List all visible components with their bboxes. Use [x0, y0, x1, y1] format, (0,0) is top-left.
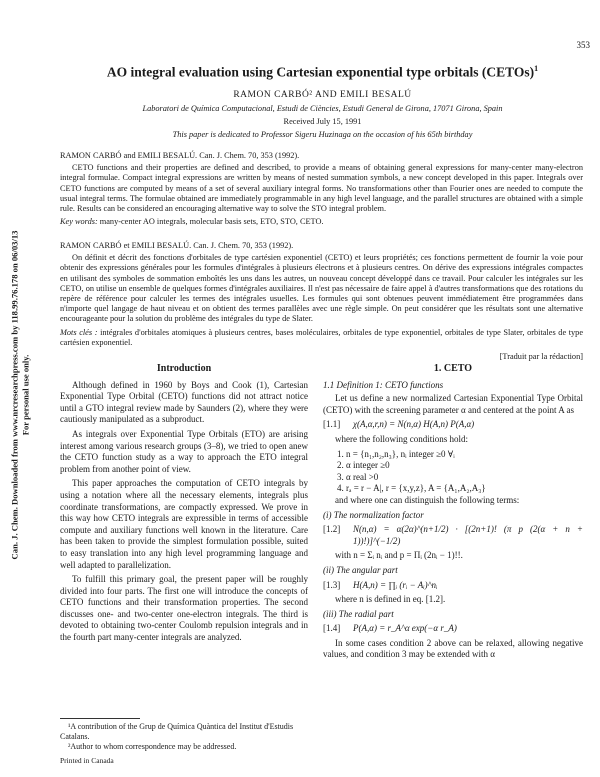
dedication: This paper is dedicated to Professor Sigeru Huzinaga on the occasion of his 65th birthday	[172, 129, 473, 139]
article-header	[50, 64, 595, 139]
condition: 3. α real >0	[337, 471, 379, 482]
affiliation: Laboratori de Química Computacional, Estudi de Ciències, Estudi General de Girona, 17071 Girona, Spain	[142, 103, 503, 113]
mots-cles-label: Mots clés :	[60, 327, 98, 337]
equation-number: [1.2]	[323, 524, 341, 535]
body-paragraph: with n = Σᵢ nᵢ and p = Πᵢ (2nᵢ − 1)!!.	[335, 550, 463, 561]
keywords-terms: many-center AO integrals, molecular basis sets, ETO, STO, CETO.	[99, 217, 324, 227]
mots-cles	[60, 328, 583, 348]
definition-heading: 1.1 Definition 1: CETO functions	[323, 379, 444, 390]
right-column	[323, 363, 583, 664]
body-paragraph: Let us define a new normalized Cartesian Exponential Type Orbital (CETO) with the screening parameter α and centered at the point A as	[323, 393, 583, 415]
subsection-label: (ii) The angular part	[323, 564, 398, 575]
abstract-english	[60, 151, 583, 227]
keywords	[60, 217, 583, 227]
intro-paragraph: This paper approaches the computation of CETO integrals by using a notation where all the necessary elements, integrals plus coordinate transformations, are compactly expressed. We prove in this way how CETO integrals are expressible in terms of accessible compute and auxiliary functions well known in the literature. Care has been taken to provide the simplest formulation possible, suited to easy translation into any high level programming language and well adapted to parallelization.	[60, 478, 308, 570]
equation-body: N(n,α) = α(2α)^(n+1/2) · [(2n+1)! (π p (2(α + n + 1))!)]^(−1/2)	[353, 524, 583, 546]
abstract-body: CETO functions and their properties are defined and described, to provide a means of obtaining general expressions for many-center many-electron integral formulae. Compact integral expressions are written by means of nested summation symbols, a new concept developed in this paper. Integrals over CETO functions are computed by means of a set of several auxiliary integral forms. No transformations other than Fourier ones are needed to compute the usual integral terms. The formulae obtained are immediately programmable in any high level language, and the parallel structures are obtained with a simple rule. Results can be considered an encouraging alternative way to solve the STO integral problem.	[60, 163, 583, 214]
side-watermark	[0, 180, 40, 610]
intro-paragraph: As integrals over Exponential Type Orbitals (ETO) are arising interest among various research groups (3–8), we tried to open anew the CETO function study as a way to approach the ETO integral problem from another point of view.	[60, 428, 308, 474]
condition: 1. n = {n₁,n₂,n₃}, nᵢ integer ≥0 ∀ᵢ	[337, 448, 455, 459]
left-column	[60, 363, 308, 647]
mots-cles-terms: intégrales d'orbitales atomiques à plusieurs centres, bases moléculaires, orbitales de type exponentiel, orbitales de type Slater, orbitales de type cartésien exponentiel.	[60, 327, 584, 347]
abstract-french	[60, 241, 583, 362]
title-text: AO integral evaluation using Cartesian exponential type orbitals (CETOs)	[106, 64, 535, 80]
condition: 2. α integer ≥0	[337, 460, 390, 471]
body-paragraph: where n is defined in eq. [1.2].	[335, 594, 446, 605]
article-title	[50, 64, 595, 81]
body-paragraph: where the following conditions hold:	[335, 433, 468, 444]
condition: 4. rₐ = r − A|, r = {x,y,z}, A = {A₁,A₂,A₃}	[337, 483, 486, 494]
resume-body: On définit et décrit des fonctions d'orbitales de type cartésien exponentiel (CETO) et leurs propriétés; ces fonctions permettent de fournir la voie pour obtenir des expressions générales pour les formules d'intégrales à plusieurs électrons et à plusieurs centres. On dérive des expressions intégrales compactes en utilisant des symboles de sommation emboîtés les uns dans les autres, un nouveau concept développé dans ce travail. Pour calculer les intégrales sur les CETO, on utilise un ensemble de quelques formes d'intégrales auxiliaires. Il n'est pas nécessaire de faire appel à d'autres transformations que des rotations du repère de référence pour calculer les termes des intégrales usuelles. Les formules qui sont obtenues peuvent immédiatement être programmées dans n'importe quel langage de haut niveau et on obtient des termes parallèles avec une règle simple. On peut considérer que les résultats sont une alternative encourageante pour la solution du problème des intégrales du type de Slater.	[60, 253, 583, 324]
footnote: ²Author to whom correspondence may be addressed.	[68, 742, 237, 752]
printed-in: Printed in Canada	[60, 755, 114, 765]
equation-body: P(A,α) = r_A^α exp(−α r_A)	[353, 623, 457, 634]
page-number: 353	[576, 40, 590, 50]
equation-number: [1.4]	[323, 623, 341, 634]
equation	[323, 419, 583, 431]
title-footnote-mark: 1	[534, 64, 539, 73]
side-watermark-line2: For personal use only.	[20, 354, 30, 436]
body-paragraph: and where one can distinguish the following terms:	[335, 494, 520, 505]
keywords-label: Key words:	[60, 217, 98, 227]
footnote: ¹A contribution of the Grup de Química Quàntica del Institut d'Estudis Catalans.	[60, 722, 294, 741]
section-heading: 1. CETO	[433, 363, 473, 374]
subsection-label: (iii) The radial part	[323, 608, 394, 619]
equation-number: [1.3]	[323, 579, 341, 590]
side-watermark-line1: Can. J. Chem. Downloaded from www.nrcresearchpress.com by 118.99.76.178 on 06/03/13	[9, 230, 19, 560]
authors: RAMON CARBÓ² AND EMILI BESALÚ	[233, 89, 412, 100]
footnote-rule	[60, 718, 140, 719]
body-paragraph: In some cases condition 2 above can be relaxed, allowing negative values, and condition 3 may be extended with α	[323, 637, 583, 660]
intro-paragraph: To fulfill this primary goal, the present paper will be roughly divided into four parts. The first one will introduce the concepts of CETO functions and their transformation properties. The second discusses one- and two-center one-electron integrals. The third is devoted to obtaining two-center Coulomb repulsion integrals and in the fourth part many-center integrals are analyzed.	[60, 574, 308, 643]
equation-body: χ(A,α,r,n) = N(n,α) H(A,n) P(A,α)	[353, 419, 475, 430]
equation-number: [1.1]	[323, 419, 341, 430]
abstract-citation: RAMON CARBÓ and EMILI BESALÚ. Can. J. Chem. 70, 353 (1992).	[60, 151, 300, 160]
equation	[323, 580, 583, 592]
equation-body: H(A,n) = ∏ᵢ (rᵢ − Aᵢ)^nᵢ	[353, 579, 438, 590]
side-watermark-text	[9, 231, 31, 560]
intro-paragraph: Although defined in 1960 by Boys and Cook (1), Cartesian Exponential Type Orbital (CETO) functions did not attract notice until a GTO integral review made by Saunders (2), where they were cautiously manipulated as a subproduct.	[60, 379, 308, 425]
translation-note: [Traduit par la rédaction]	[499, 352, 583, 362]
subsection-label: (i) The normalization factor	[323, 509, 424, 520]
footnotes	[60, 718, 308, 765]
received-date: Received July 15, 1991	[283, 116, 362, 126]
resume-citation: RAMON CARBÓ et EMILI BESALÚ. Can. J. Chem. 70, 353 (1992).	[60, 241, 294, 250]
intro-heading: Introduction	[156, 363, 212, 374]
equation	[323, 623, 583, 635]
equation	[323, 524, 583, 547]
